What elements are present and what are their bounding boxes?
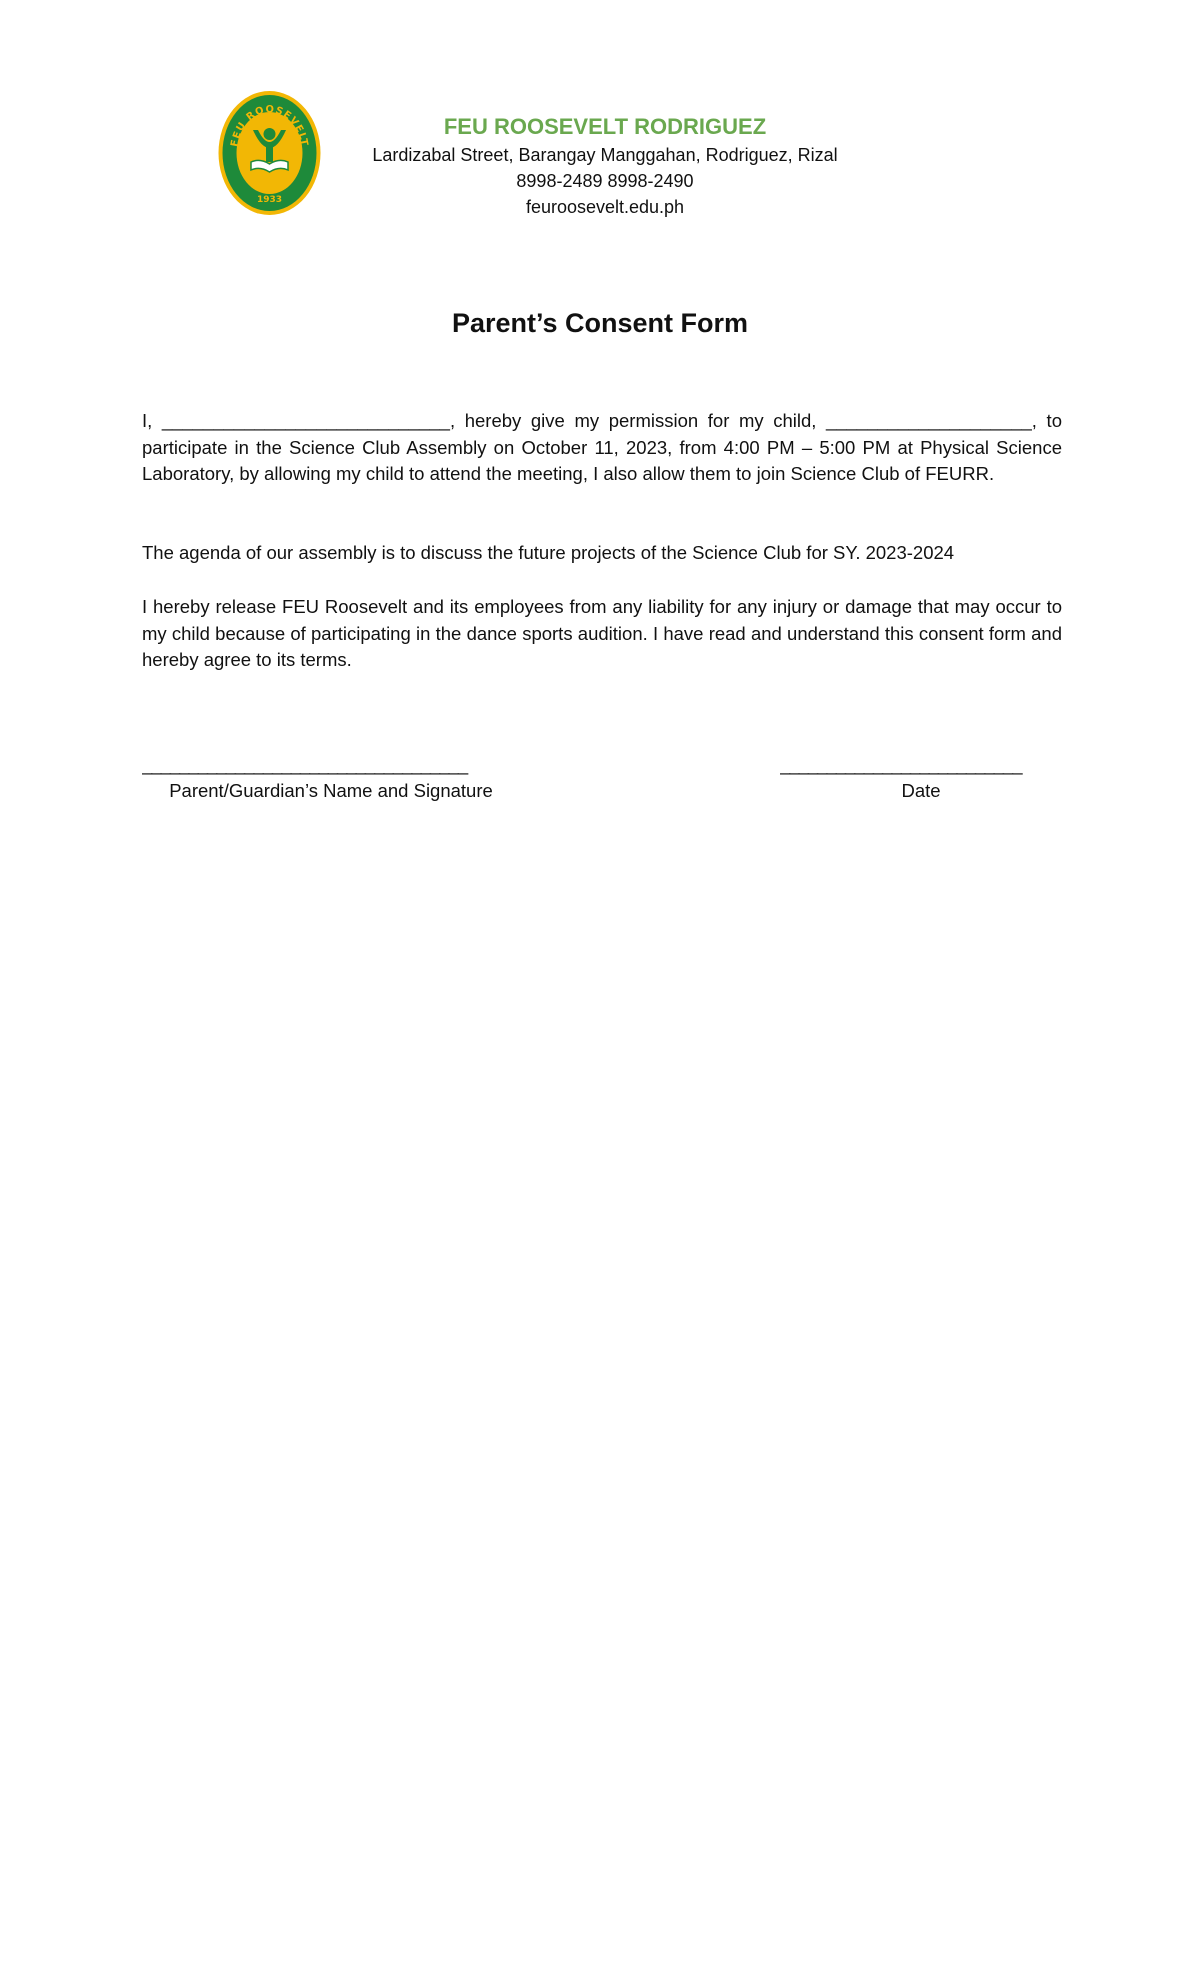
school-website: feuroosevelt.edu.ph (525, 197, 685, 217)
school-logo (217, 90, 322, 216)
school-name: FEU ROOSEVELT RODRIGUEZ (443, 114, 767, 139)
school-address: Lardizabal Street, Barangay Manggahan, Rodriguez, Rizal (372, 145, 838, 165)
consent-paragraph-release: I hereby release FEU Roosevelt and its employees from any liability for any injury or damage that may occur to my child because of participating in the dance sports audition. I have read and understand this consent form and hereby agree to its terms. (142, 596, 1062, 670)
parent-signature-line: ___________________________________ (142, 754, 468, 775)
parent-signature-caption: Parent/Guardian’s Name and Signature (169, 780, 493, 801)
form-title: Parent’s Consent Form (451, 308, 749, 338)
logo-year: 1933 (256, 195, 283, 205)
date-signature-block (780, 752, 1062, 804)
letterhead (330, 112, 880, 220)
date-caption: Date (901, 780, 941, 801)
consent-paragraph-agenda: The agenda of our assembly is to discuss the future projects of the Science Club for SY. 2023-2024 (142, 542, 955, 563)
school-phones: 8998-2489 8998-2490 (516, 171, 694, 191)
consent-paragraph-permission: I, ____________________________, hereby give my permission for my child, ____________________, to participate in the Science Club Assembly on October 11, 2023, from 4:00 PM – 5:00 PM at Physical Science Laboratory, by allowing my child to attend the meeting, I also allow them to join Science Club of FEURR. (142, 410, 1062, 484)
parent-signature-block (142, 752, 520, 804)
logo-top-text: FEU ROOSEVELT (229, 104, 310, 148)
date-line: __________________________ (780, 754, 1022, 775)
